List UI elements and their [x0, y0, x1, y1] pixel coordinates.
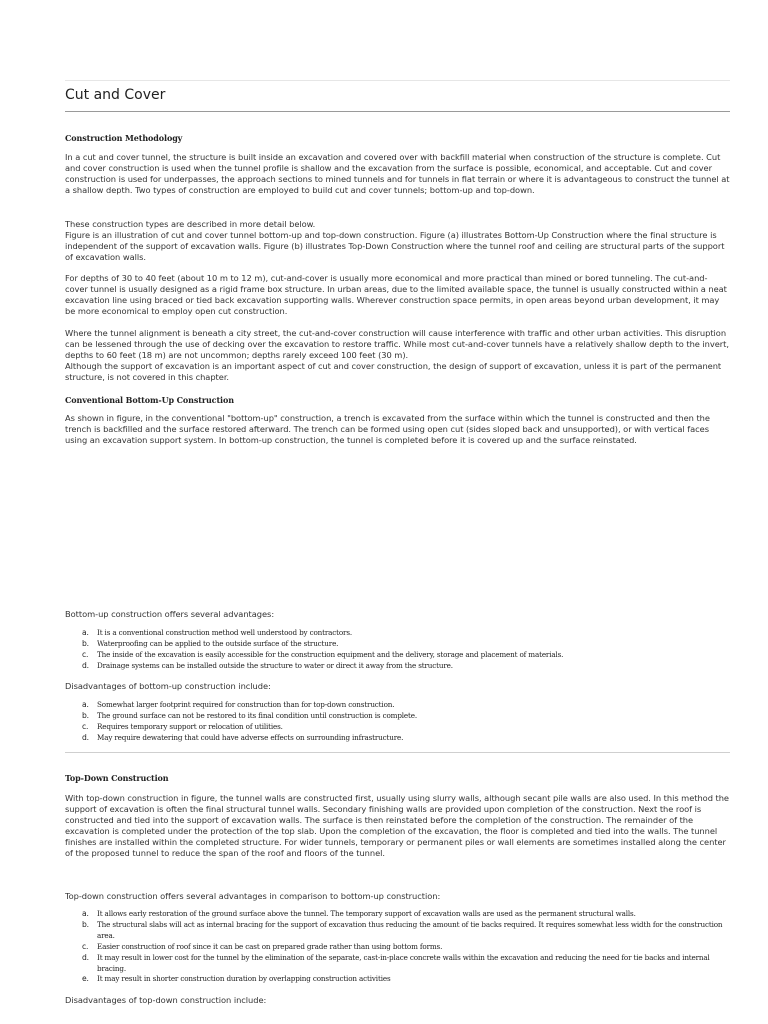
methodology-paragraph-4	[65, 328, 730, 383]
list-marker: c.	[82, 721, 89, 731]
list-item	[65, 909, 730, 920]
list-item-text: It allows early restoration of the ground surface above the tunnel. The temporary support of excavation walls are used as the permanent structural walls.	[97, 909, 636, 918]
list-item	[65, 920, 730, 942]
list-item	[65, 650, 730, 661]
bottom-up-disadvantages-intro: Disadvantages of bottom-up construction include:	[65, 681, 271, 691]
section-heading-bottom-up: Conventional Bottom-Up Construction	[65, 395, 234, 405]
top-down-advantages-list	[65, 909, 730, 985]
bottom-up-advantages-list	[65, 628, 730, 672]
list-marker: d.	[82, 660, 89, 670]
list-item-text: Somewhat larger footprint required for construction than for top-down construction.	[97, 700, 395, 709]
list-item-text: Waterproofing can be applied to the outside surface of the structure.	[97, 638, 339, 648]
bottom-up-section	[65, 395, 730, 405]
top-down-paragraph-1: With top-down construction in figure, the tunnel walls are constructed first, usually using slurry walls, although secant pile walls are also used. In this method the support of excavation is often the final structural tunnel walls. Secondary finishing walls are provided upon completion of the construction. Next the roof is constructed and tied into the support of excavation walls. The surface is then reinstated before the completion of the construction. The remainder of the excavation is completed under the protection of the top slab. Upon the completion of the excavation, the floor is completed and tied into the walls. The tunnel finishes are installed within the completed structure. For wider tunnels, temporary or permanent piles or wall elements are sometimes installed along the center of the proposed tunnel to reduce the span of the roof and floors of the tunnel.	[65, 793, 729, 858]
list-item-text: The ground surface can not be restored to its final condition until construction is complete.	[97, 710, 417, 720]
list-item-text: It may result in shorter construction duration by overlapping construction activities	[97, 974, 391, 984]
list-item-text: It may result in lower cost for the tunnel by the elimination of the separate, cast-in-place concrete walls within the excavation and reducing the need for tie backs and internal bracing.	[97, 952, 710, 973]
list-item	[65, 953, 730, 975]
list-item	[65, 942, 730, 953]
section-heading-top-down: Top-Down Construction	[65, 773, 169, 783]
methodology-paragraph-2a: These construction types are described in more detail below.	[65, 219, 316, 229]
list-marker: b.	[82, 919, 89, 929]
list-marker: c.	[82, 941, 89, 951]
section-heading-methodology: Construction Methodology	[65, 133, 183, 143]
top-down-disadvantages-intro: Disadvantages of top-down construction include:	[65, 995, 267, 1005]
list-item	[65, 722, 730, 733]
list-marker: c.	[82, 649, 89, 659]
section-divider	[65, 752, 730, 753]
list-marker: d.	[82, 732, 89, 742]
methodology-paragraph-2	[65, 219, 730, 263]
list-item	[65, 733, 730, 744]
list-marker: b.	[82, 638, 89, 648]
bottom-up-paragraph-1: As shown in figure, in the conventional "bottom-up" construction, a trench is excavated from the surface within which the tunnel is constructed and then the trench is backfilled and the surface restored afterward. The trench can be formed using open cut (sides sloped back and unsupported), or with vertical faces using an excavation support system. In bottom-up construction, the tunnel is completed before it is covered up and the surface reinstated.	[65, 413, 710, 445]
top-down-section	[65, 773, 730, 783]
methodology-paragraph-3: For depths of 30 to 40 feet (about 10 m to 12 m), cut-and-cover is usually more economical and more practical than mined or bored tunneling. The cut-and-cover tunnel is usually designed as a rigid frame box structure. In urban areas, due to the limited available space, the tunnel is usually constructed within a neat excavation line using braced or tied back excavation supporting walls. Wherever construction space permits, in open areas beyond urban development, it may be more economical to employ open cut construction.	[65, 273, 727, 316]
list-item-text: Easier construction of roof since it can be cast on prepared grade rather than using bottom forms.	[97, 941, 443, 951]
top-down-advantages-intro: Top-down construction offers several advantages in comparison to bottom-up construction:	[65, 891, 441, 901]
list-marker: a.	[82, 909, 89, 918]
list-marker: d.	[82, 952, 89, 962]
list-item-text: Requires temporary support or relocation of utilities.	[97, 721, 283, 731]
list-item-text: The inside of the excavation is easily accessible for the construction equipment and the delivery, storage and placement of materials.	[97, 649, 564, 659]
list-item	[65, 661, 730, 672]
bottom-up-advantages-intro: Bottom-up construction offers several advantages:	[65, 609, 275, 619]
list-item-text: Drainage systems can be installed outside the structure to water or direct it away from the structure.	[97, 660, 453, 670]
methodology-section	[65, 133, 730, 143]
methodology-paragraph-4b: Although the support of excavation is an important aspect of cut and cover construction, the design of support of excavation, unless it is part of the permanent structure, is not covered in this chapter.	[65, 361, 722, 382]
list-item	[65, 700, 730, 711]
list-item-text: The structural slabs will act as internal bracing for the support of excavation thus reducing the amount of tie backs required. It requires somewhat less width for the construction area.	[97, 919, 723, 940]
list-marker: a.	[82, 628, 89, 637]
title-divider	[65, 111, 730, 112]
methodology-paragraph-2b: Figure is an illustration of cut and cover tunnel bottom-up and top-down construction. Figure (a) illustrates Bottom-Up Construction where the final structure is independent of the support of excavation walls. Figure (b) illustrates Top-Down Construction where the tunnel roof and ceiling are structural parts of the support of excavation walls.	[65, 230, 725, 262]
methodology-paragraph-4a: Where the tunnel alignment is beneath a city street, the cut-and-cover construction will cause interference with traffic and other urban activities. This disruption can be lessened through the use of decking over the excavation to restore traffic. While most cut-and-cover tunnels have a relatively shallow depth to the invert, depths to 60 feet (18 m) are not uncommon; depths rarely exceed 100 feet (30 m).	[65, 328, 729, 360]
list-item	[65, 639, 730, 650]
list-item	[65, 628, 730, 639]
list-marker: a.	[82, 700, 89, 709]
bottom-up-disadvantages-list	[65, 700, 730, 744]
list-item	[65, 711, 730, 722]
methodology-paragraph-1: In a cut and cover tunnel, the structure is built inside an excavation and covered over with backfill material when construction of the structure is complete. Cut and cover construction is used when the tunnel profile is shallow and the excavation from the surface is possible, economical, and acceptable. Cut and cover construction is used for underpasses, the approach sections to mined tunnels and for tunnels in flat terrain or where it is advantageous to construct the tunnel at a shallow depth. Two types of construction are employed to build cut and cover tunnels; bottom-up and top-down.	[65, 152, 730, 195]
list-item	[65, 974, 730, 985]
list-marker: e.	[82, 974, 89, 984]
document-title: Cut and Cover	[65, 87, 166, 103]
list-item-text: May require dewatering that could have adverse effects on surrounding infrastructure.	[97, 732, 404, 742]
top-divider	[65, 80, 730, 81]
list-item-text: It is a conventional construction method well understood by contractors.	[97, 628, 353, 637]
list-marker: b.	[82, 710, 89, 720]
